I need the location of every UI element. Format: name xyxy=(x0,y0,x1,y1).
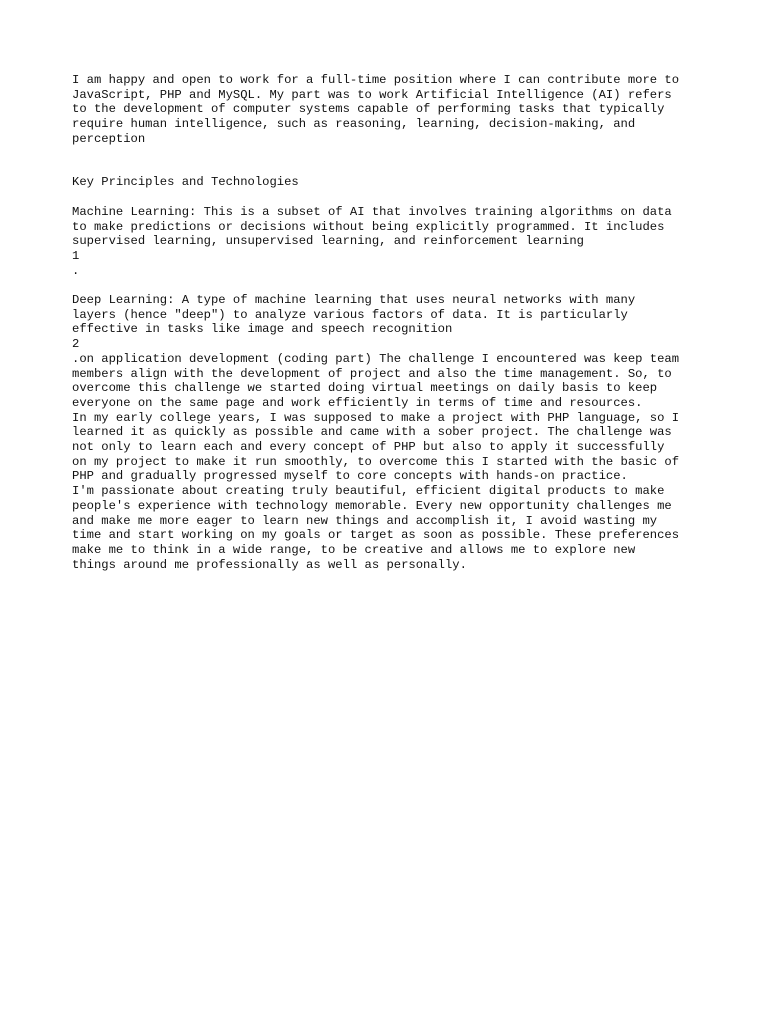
machine-learning-paragraph: Machine Learning: This is a subset of AI that involves training algorithms on data to make predictions or decisions without being explicitly programmed. It includes supervised learning, unsupervised learning, and reinforcement learning 1 . xyxy=(72,205,672,278)
deep-learning-paragraph: Deep Learning: A type of machine learning that uses neural networks with many layers (hence "deep") to analyze various factors of data. It is particularly effective in tasks like image and speech recognition 2 .on application development (coding part) The challenge I encountered was keep team members align with the development of project and also the time management. So, to overcome this challenge we started doing virtual meetings on daily basis to keep everyone on the same page and work efficiently in terms of time and resources. In my early college years, I was supposed to make a project with PHP language, so I learned it as quickly as possible and came with a sober project. The challenge was not only to learn each and every concept of PHP but also to apply it successfully on my project to make it run smoothly, to overcome this I started with the basic of PHP and gradually progressed myself to core concepts with hands-on practice. I'm passionate about creating truly beautiful, efficient digital products to make people's experience with technology memorable. Every new opportunity challenges me and make me more eager to learn new things and accomplish it, I avoid wasting my time and start working on my goals or target as soon as possible. These preferences make me to think in a wide range, to be creative and allows me to explore new things around me professionally as well as personally. xyxy=(72,293,680,572)
intro-paragraph: I am happy and open to work for a full-time position where I can contribute more to JavaScript, PHP and MySQL. My part was to work Artificial Intelligence (AI) refers to the development of computer systems capable of performing tasks that typically require human intelligence, such as reasoning, learning, decision-making, and perception xyxy=(72,73,680,146)
section-heading: Key Principles and Technologies xyxy=(72,175,299,189)
